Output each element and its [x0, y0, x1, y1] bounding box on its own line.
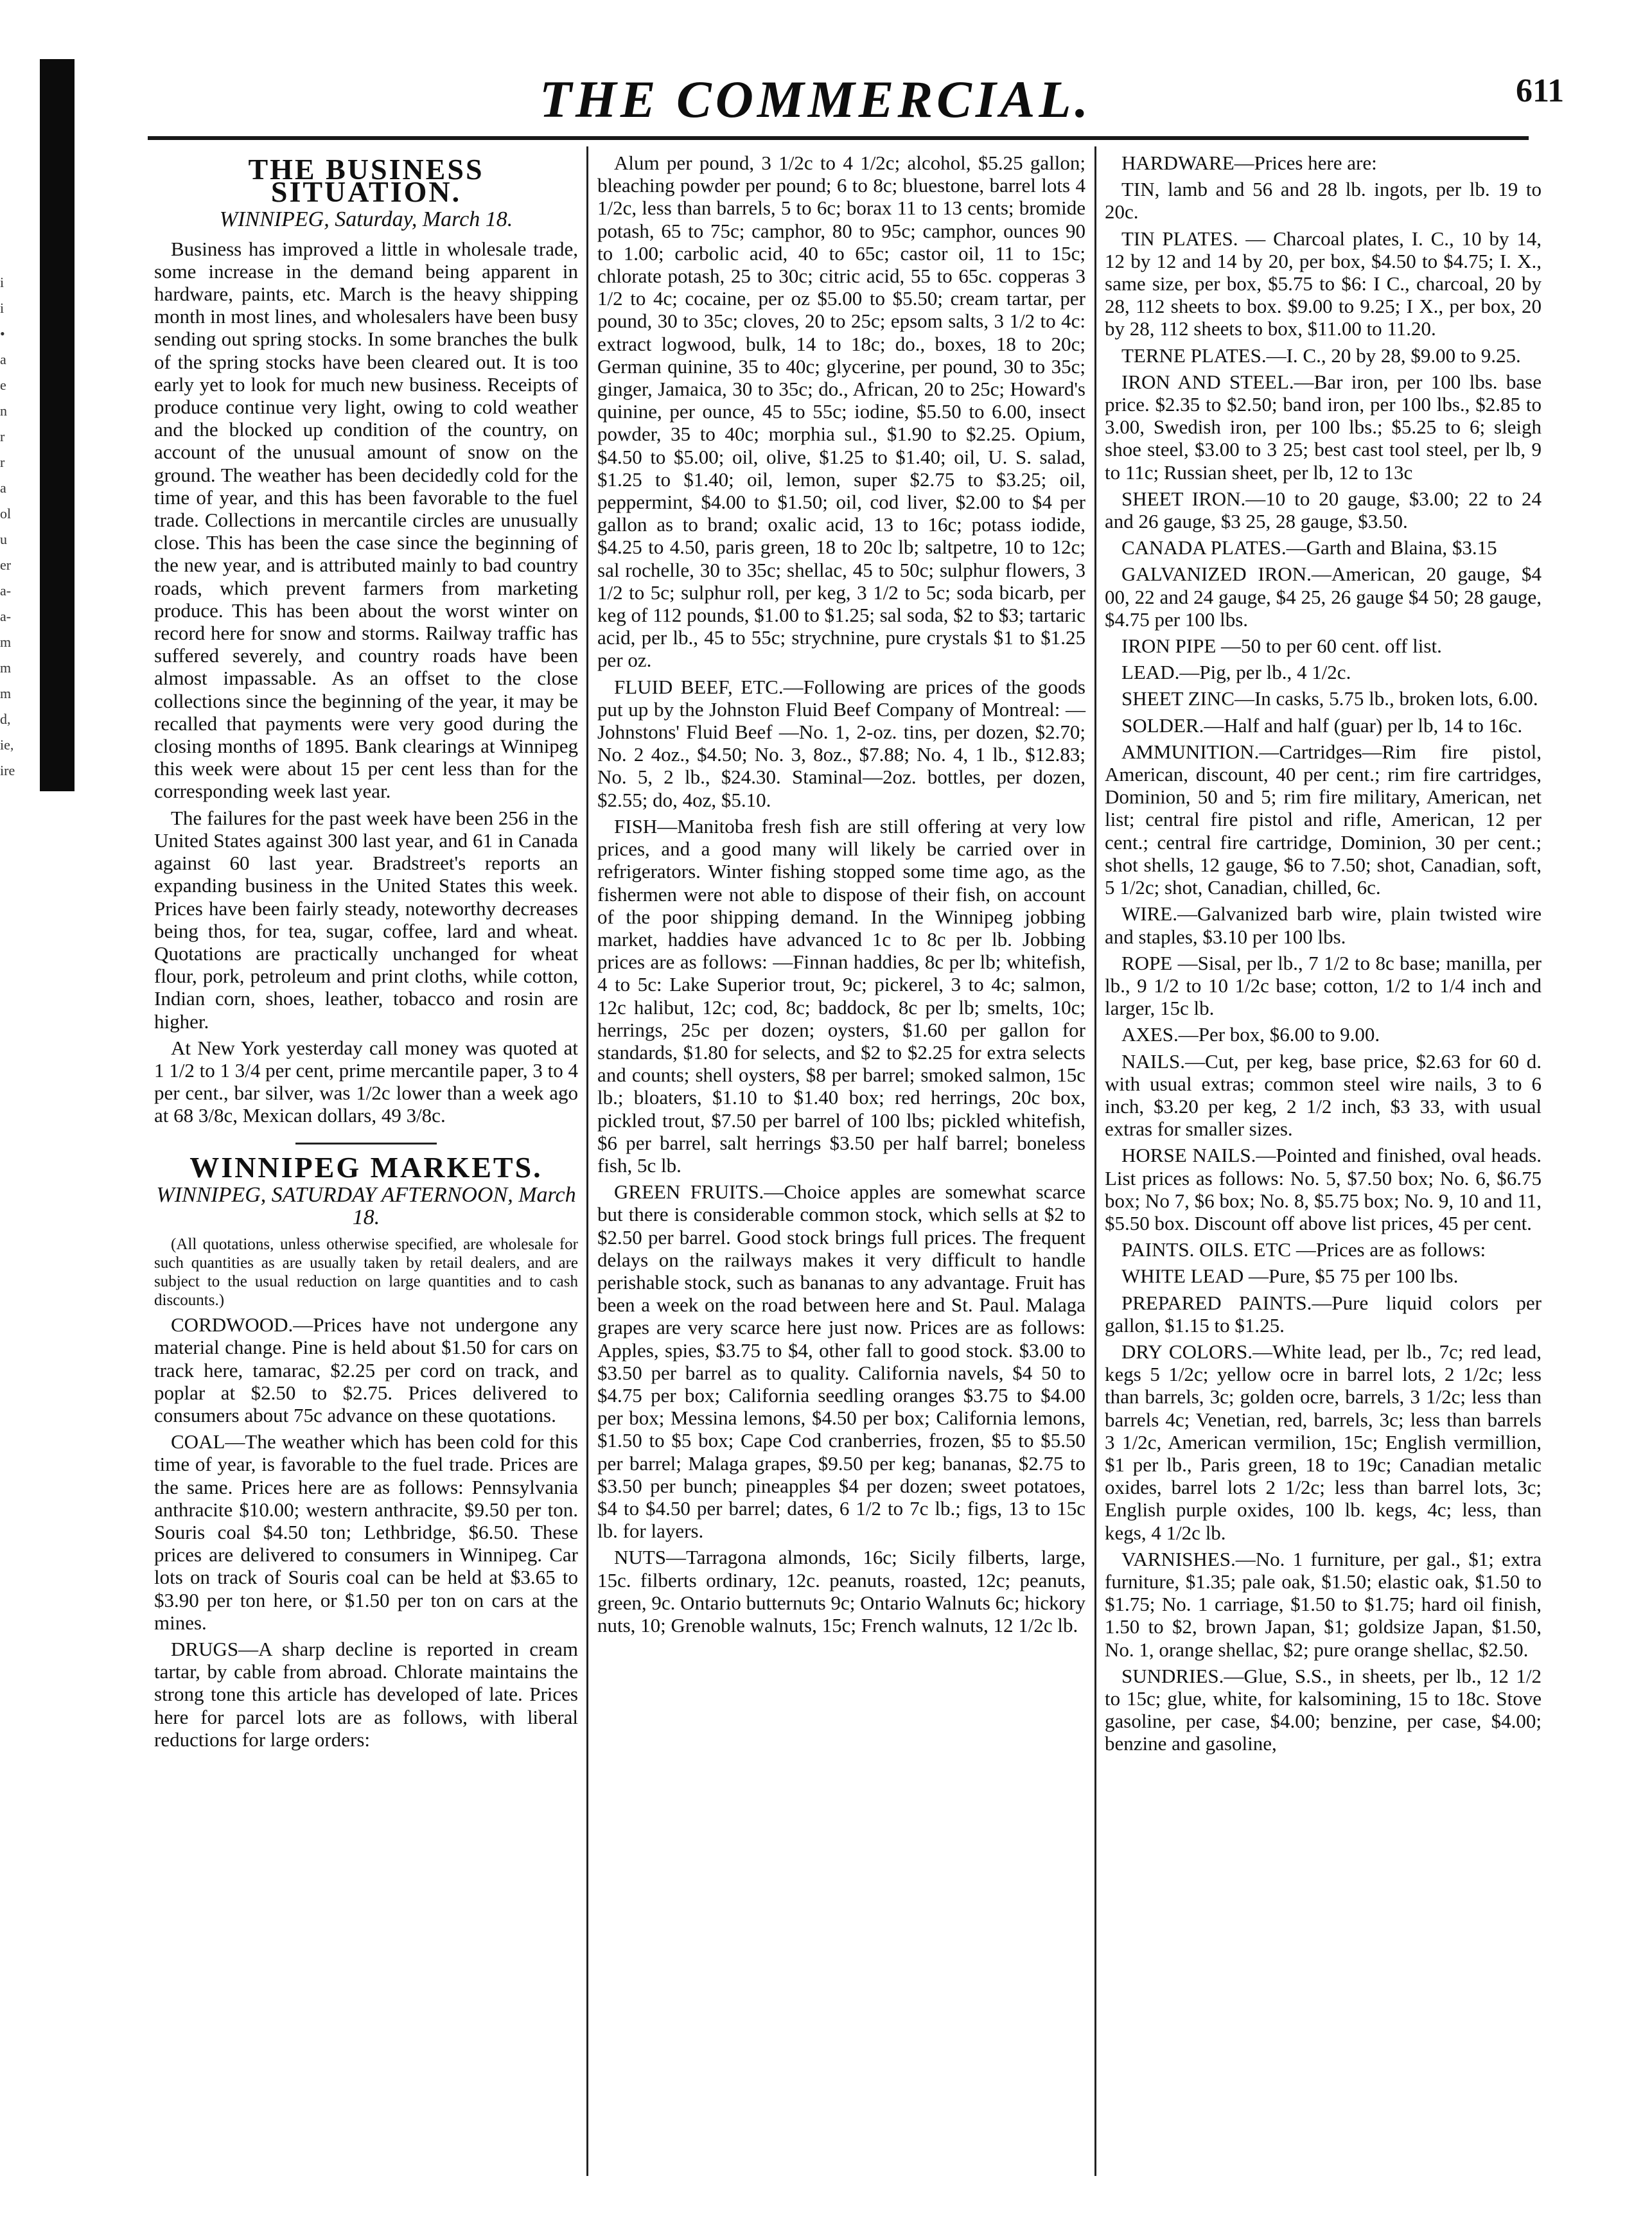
margin-fragment: i	[0, 300, 4, 316]
market-paragraph: HORSE NAILS.—Pointed and finished, oval heads. List prices as follows: No. 5, $7.50 box; No. 6, $6.75 box; No 7, $6 box; No. 8, $5.75 box; No. 9, 10 and 11, $5.50 box. Discount off above list prices, 45 per cent.	[1105, 1144, 1542, 1234]
margin-fragment: e	[0, 377, 6, 393]
market-paragraph: Alum per pound, 3 1/2c to 4 1/2c; alcohol, $5.25 gallon; bleaching powder per pound; 6 to 8c; bluestone, barrel lots 4 1/2c, less than barrels, 5 to 6c; borax 11 to 13 cents; bromide potash, 65 to 75c; camphor, 80 to 95c; camphor, ounces 90 to 1.00; carbolic acid, 40 to 65c; castor oil, 11 to 15c; chlorate potash, 25 to 30c; citric acid, 55 to 65c. copperas 3 1/2 to 4c; cocaine, per oz $5.00 to $5.50; cream tartar, per pound, 30 to 35c; cloves, 20 to 25c; epsom salts, 3 1/2 to 4c: extract logwood, bulk, 14 to 18c; do., boxes, 18 to 20c; German quinine, 35 to 40c; glycerine, per pound, 30 to 35c; ginger, Jamaica, 30 to 35c; do., African, 20 to 25c; Howard's quinine, per ounce, 45 to 55c; iodine, $5.50 to 6.00, insect powder, 35 to 40c; morphia sul., $1.90 to $2.25. Opium, $4.50 to $5.00; oil, olive, $1.25 to $1.40; oil, U. S. salad, $1.25 to $1.40; oil, lemon, super $2.75 to $3.25; oil, peppermint, $4.00 to $1.50; oil, cod liver, $2.00 to $4 per gallon as to brand; oxalic acid, 13 to 16c; potass iodide, $4.25 to 4.50, paris green, 18 to 20c lb; saltpetre, 10 to 12c; sal rochelle, 30 to 35c; shellac, 45 to 50c; sulphur flowers, 3 1/2 to 5c; sulphur roll, per keg, 3 1/2 to 5c; soda bicarb, per keg of 112 pounds, $1.00 to $1.25; sal soda, $2 to $3; tartaric acid, per lb., 45 to 55c; strychnine, pure crystals $1 to $1.25 per oz.	[597, 152, 1085, 672]
margin-fragment: a-	[0, 608, 12, 624]
quotation-note: (All quotations, unless otherwise specified, are wholesale for such quantities as are usually taken by retail dealers, and are subject to the usual reduction on large quantities and to cash discounts.)	[154, 1236, 578, 1310]
margin-fragment: m	[0, 634, 12, 650]
section-heading: WINNIPEG MARKETS.	[189, 1150, 543, 1184]
margin-fragment: m	[0, 660, 12, 676]
margin-fragment: a	[0, 351, 6, 367]
market-paragraph: PAINTS. OILS. ETC —Prices are as follows:	[1121, 1238, 1486, 1261]
article-paragraph: Business has improved a little in wholesale trade, some increase in the demand being apparent in hardware, paints, etc. March is the heavy shipping month in most lines, and wholesalers have been busy sending out spring stocks. In some branches the bulk of the spring stocks have been cleared out. It is too early yet to look for much new business. Receipts of produce continue very light, owing to cold weather and the blocked up condition of the country, on account of the unusual amount of snow on the ground. The weather has been decidedly cold for the time of year, and this has been favorable to the fuel trade. Collections in mercantile circles are unusually close. This has been the case since the beginning of the new year, and is attributed mainly to bad country roads, which prevent farmers from marketing produce. This has been about the worst winter on record here for snow and storms. Railway traffic has suffered severely, and country roads have been almost impassable. As an offset to the close collections since the beginning of the year, it may be recalled that payments were very good during the closing months of 1895. Bank clearings at Winnipeg this week were about 15 per cent less than for the corresponding week last year.	[154, 237, 578, 803]
dateline: WINNIPEG, Saturday, March 18.	[219, 207, 513, 232]
column-divider	[1094, 146, 1096, 2176]
column-divider	[586, 146, 588, 2176]
dateline: WINNIPEG, SATURDAY AFTERNOON, March 18.	[156, 1182, 576, 1229]
market-paragraph: NAILS.—Cut, per keg, base price, $2.63 for 60 d. with usual extras; common steel wire nails, 3 to 6 inch, $3.20 per keg, 2 1/2 inch, $3 33, with usual extras for smaller sizes.	[1105, 1049, 1542, 1141]
column-3	[1105, 152, 1542, 2155]
margin-fragment: ie,	[0, 737, 14, 753]
market-paragraph: SHEET ZINC—In casks, 5.75 lb., broken lots, 6.00.	[1121, 687, 1538, 710]
margin-fragment: er	[0, 557, 12, 573]
market-paragraph: TIN PLATES. — Charcoal plates, I. C., 10 by 14, 12 by 12 and 14 by 20, per box, $4.50 to $4.75; I. X., same size, per box, $5.75 to $6: I C., charcoal, 20 by 28, 112 sheets to box. $9.00 to 9.25; I X., per box, 20 by 28, 112 sheets to box, $11.00 to 11.20.	[1105, 227, 1542, 340]
market-paragraph: TERNE PLATES.—I. C., 20 by 28, $9.00 to 9.25.	[1121, 344, 1521, 367]
page-number: 611	[1516, 73, 1565, 109]
margin-fragment: u	[0, 531, 7, 547]
article-paragraph: The failures for the past week have been 256 in the United States against 300 last year, and 61 in Canada against 60 last year. Bradstreet's reports an expanding business in the United States this week. Prices have been fairly steady, noteworthy decreases being thos, for tea, sugar, coffee, lard and wheat. Quotations are practically unchanged for wheat flour, pork, petroleum and print cloths, while cotton, Indian corn, shoes, leather, tobacco and rosin are higher.	[154, 806, 578, 1033]
market-paragraph: CORDWOOD.—Prices have not undergone any material change. Pine is held about $1.50 for cars on track here, tamarac, $2.25 per cord on track, and poplar at $2.50 to $2.75. Prices delivered to consumers about 75c advance on these quotations.	[154, 1313, 578, 1426]
header-rule	[148, 136, 1529, 140]
market-paragraph: WIRE.—Galvanized barb wire, plain twisted wire and staples, $3.10 per 100 lbs.	[1105, 902, 1542, 948]
margin-fragment: n	[0, 403, 7, 419]
column-1	[154, 152, 578, 2155]
margin-fragment: d,	[0, 711, 11, 727]
market-paragraph: NUTS—Tarragona almonds, 16c; Sicily filberts, large, 15c. filberts ordinary, 12c. peanuts, roasted, 12c; peanuts, green, 9c. Ontario butternuts 9c; Ontario Walnuts 6c; hickory nuts, 10; Grenoble walnuts, 15c; French walnuts, 12 1/2c lb.	[597, 1546, 1085, 1636]
margin-fragment: r	[0, 428, 5, 444]
margin-fragment: a	[0, 480, 6, 496]
market-paragraph: FISH—Manitoba fresh fish are still offering at very low prices, and a good many will likely be carried over in refrigerators. Winter fishing stopped some time ago, as the fishermen were not able to dispose of their fish, on account of the poor shipping demand. In the Winnipeg jobbing market, haddies have advanced 1c to 8c per lb. Jobbing prices are as follows: —Finnan haddies, 8c per lb; whitefish, 4 to 5c: Lake Superior trout, 9c; pickerel, 3 to 4c; salmon, 12c halibut, 12c; cod, 8c; baddock, 8c per lb; smelts, 10c; herrings, 25c per dozen; oysters, $1.60 per gallon for standards, $1.80 for selects, and $2 to $2.25 for extra selects and counts; shell oysters, $8 per barrel; smoked salmon, 15c lb.; bloaters, $1.10 to $1.40 box; red herrings, 20c box, pickled trout, $7.50 per barrel of 100 lbs; pickled whitefish, $6 per barrel, salt herrings $3.50 per half barrel; boneless fish, 5c lb.	[597, 814, 1085, 1177]
market-paragraph: SHEET IRON.—10 to 20 gauge, $3.00; 22 to 24 and 26 gauge, $3 25, 28 gauge, $3.50.	[1105, 487, 1542, 533]
margin-fragment: a-	[0, 583, 12, 599]
market-paragraph: DRUGS—A sharp decline is reported in cream tartar, by cable from abroad. Chlorate maintains the strong tone this article has developed of late. Prices here for parcel lots are as follows, with liberal reductions for large orders:	[154, 1637, 578, 1751]
market-paragraph: TIN, lamb and 56 and 28 lb. ingots, per lb. 19 to 20c.	[1105, 178, 1542, 224]
section-heading: THE BUSINESS SITUATION.	[248, 153, 484, 209]
column-2	[597, 152, 1085, 2155]
margin-fragment: m	[0, 685, 12, 701]
market-paragraph: COAL—The weather which has been cold for this time of year, is favorable to the fuel trade. Prices are the same. Prices here are as follows: Pennsylvania anthracite $10.00; western anthracite, $9.50 per ton. Souris coal $4.50 ton; Lethbridge, $6.50. These prices are delivered to consumers in Winnipeg. Car lots on track of Souris coal can be held at $3.65 to $3.90 per ton here, or $1.50 per ton on cars at the mines.	[154, 1430, 578, 1634]
market-paragraph: IRON PIPE —50 to per 60 cent. off list.	[1121, 635, 1442, 658]
market-paragraph: AXES.—Per box, $6.00 to 9.00.	[1121, 1023, 1380, 1046]
margin-fragment: r	[0, 454, 5, 470]
market-paragraph: VARNISHES.—No. 1 furniture, per gal., $1; extra furniture, $1.35; pale oak, $1.50; elastic oak, $1.50 to $1.75; No. 1 carriage, $1.50 to $1.75; hard oil finish, 1.50 to $2, brown Japan, $1; goldsize Japan, $1.50, No. 1, orange shellac, $2; pure orange shellac, $2.50.	[1105, 1547, 1542, 1661]
section-separator	[295, 1143, 437, 1145]
margin-fragment: ol	[0, 505, 12, 522]
market-paragraph: IRON AND STEEL.—Bar iron, per 100 lbs. base price. $2.35 to $2.50; band iron, per 100 lbs., $2.85 to 3.00, Swedish iron, per 100 lbs.; $5.25 to 6; sleigh shoe steel, $3.00 to 3 25; best cast tool steel, per lb, 9 to 11c; Russian sheet, per lb, 12 to 13c	[1105, 370, 1542, 484]
margin-fragment: •	[0, 326, 5, 342]
market-paragraph: SOLDER.—Half and half (guar) per lb, 14 to 16c.	[1121, 714, 1523, 737]
masthead: THE COMMERCIAL.	[539, 70, 1093, 128]
market-paragraph: LEAD.—Pig, per lb., 4 1/2c.	[1121, 661, 1351, 684]
market-paragraph: DRY COLORS.—White lead, per lb., 7c; red lead, kegs 5 1/2c; yellow ocre in barrel lots, 2 1/2c; less than barrels, 3c; golden ocre, barrels, 3 1/2c; less than barrels 4c; Venetian, red, barrels, 3c; less than barrels 3 1/2c, American vermilion, 15c; English vermillion, $1 per lb., Paris green, 18 to 19c; Canadian metalic oxides, barrel lots 2 1/2c; less than barrel lots, 3c; English purple oxides, 100 lb. kegs, 4c; less, than kegs, 4 1/2c lb.	[1105, 1340, 1542, 1544]
market-paragraph: ROPE —Sisal, per lb., 7 1/2 to 8c base; manilla, per lb., 9 1/2 to 10 1/2c base; cotton, 1/2 to 1/4 inch and larger, 15c lb.	[1105, 951, 1542, 1020]
market-paragraph: AMMUNITION.—Cartridges—Rim fire pistol, American, discount, 40 per cent.; rim fire cartridges, Dominion, 50 and 5; rim fire military, American, net list; central fire pistol and rifle, American, 12 per cent.; central fire cartridge, Dominion, 30 per cent.; shot shells, 12 gauge, $6 to 7.50; shot, Canadian, soft, 5 1/2c; shot, Canadian, chilled, 6c.	[1105, 740, 1542, 899]
market-paragraph: GALVANIZED IRON.—American, 20 gauge, $4 00, 22 and 24 gauge, $4 25, 26 gauge $4 50; 28 gauge, $4.75 per 100 lbs.	[1105, 563, 1542, 631]
binding-edge-bar	[40, 59, 75, 791]
article-paragraph: At New York yesterday call money was quoted at 1 1/2 to 1 3/4 per cent, prime mercantile paper, 3 to 4 per cent., bar silver, was 1/2c lower than a week ago at 68 3/8c, Mexican dollars, 49 3/8c.	[154, 1036, 578, 1127]
market-paragraph: SUNDRIES.—Glue, S.S., in sheets, per lb., 12 1/2 to 15c; glue, white, for kalsomining, 15 to 18c. Stove gasoline, per case, $4.00; benzine, per case, $4.00; benzine and gasoline,	[1105, 1664, 1542, 1755]
market-paragraph: WHITE LEAD —Pure, $5 75 per 100 lbs.	[1121, 1265, 1459, 1288]
margin-fragment: i	[0, 274, 4, 290]
market-paragraph: CANADA PLATES.—Garth and Blaina, $3.15	[1121, 536, 1497, 559]
margin-fragment: ire	[0, 762, 15, 778]
market-paragraph: PREPARED PAINTS.—Pure liquid colors per gallon, $1.15 to $1.25.	[1105, 1291, 1542, 1337]
market-paragraph: FLUID BEEF, ETC.—Following are prices of the goods put up by the Johnston Fluid Beef Company of Montreal: —Johnstons' Fluid Beef —No. 1, 2-oz. tins, per dozen, $2.70; No. 2 4oz., $4.50; No. 3, 8oz., $7.88; No. 4, 1 lb., $12.83; No. 5, 2 lb., $24.30. Staminal—2oz. bottles, per dozen, $2.55; do, 4oz, $5.10.	[597, 675, 1085, 811]
margin-fragments	[0, 270, 26, 784]
market-paragraph: GREEN FRUITS.—Choice apples are somewhat scarce but there is considerable common stock, which sells at $2 to $2.50 per barrel. Good stock brings full prices. The frequent delays on the railways makes it very difficult to handle perishable stock, such as bananas to any advantage. Fruit has been a week on the road between here and St. Paul. Malaga grapes are very scarce here just now. Prices are as follows: Apples, spies, $3.75 to $4, other fall to good stock. $3.00 to $3.50 per barrel as to quality. California navels, $4 50 to $4.75 per box; California seedling oranges $3.75 to $4.00 per box; Messina lemons, $4.50 per box; California lemons, $1.50 to $5 box; Cape Cod cranberries, frozen, $5 to $5.50 per barrel; Malaga grapes, $9.50 per keg; bananas, $2.75 to $3.50 per bunch; pineapples $4 per dozen; sweet potatoes, $4 to $4.50 per barrel; dates, 6 1/2 to 7c lb.; figs, 13 to 15c lb. for layers.	[597, 1180, 1085, 1543]
market-paragraph: HARDWARE—Prices here are:	[1121, 152, 1377, 174]
